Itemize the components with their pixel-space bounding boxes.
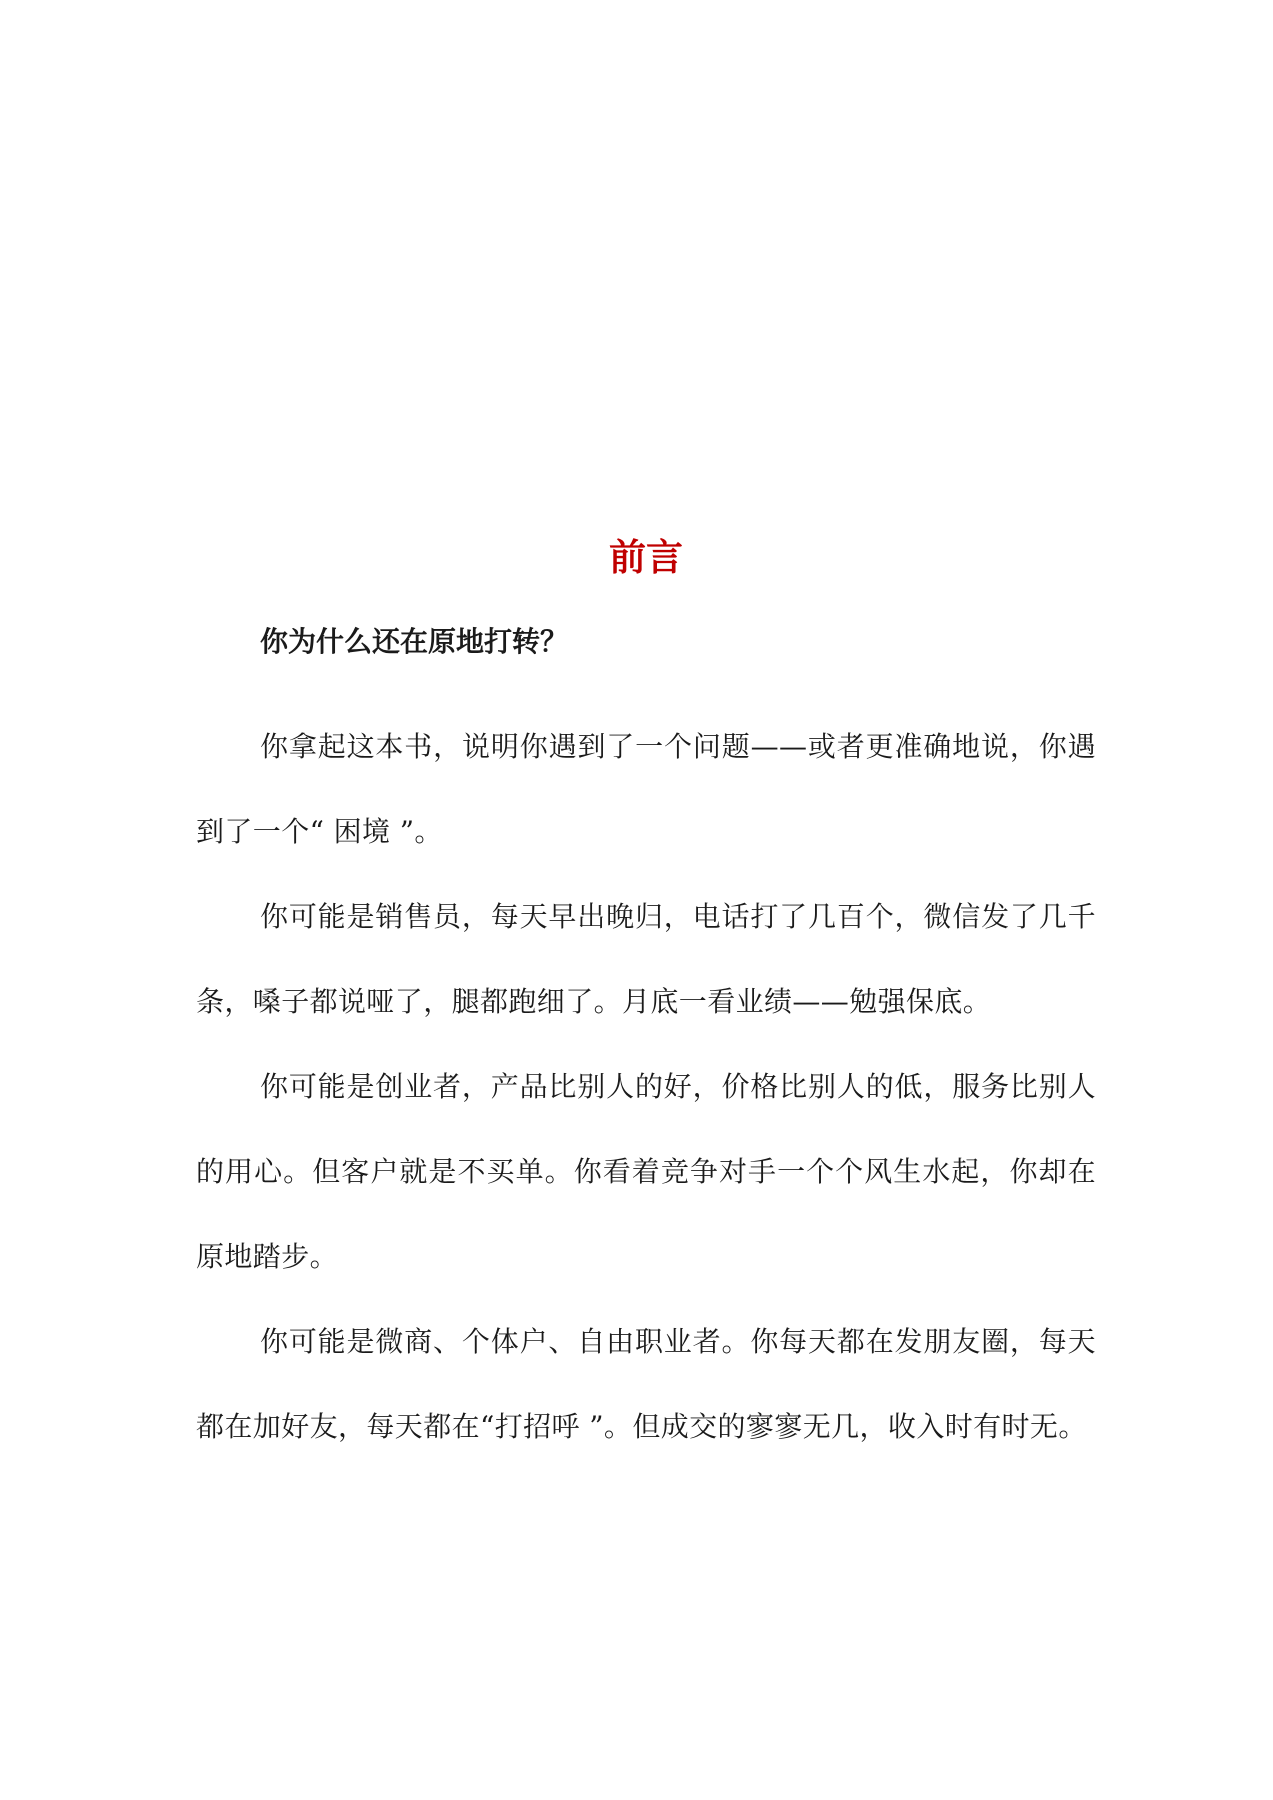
document-body: [196, 528, 1096, 1469]
paragraph-1: 你拿起这本书，说明你遇到了一个问题——或者更准确地说，你遇到了一个“ 困境 ”。: [196, 730, 1096, 848]
page-title: 前言: [609, 535, 683, 579]
paragraph-3: 你可能是创业者，产品比别人的好，价格比别人的低，服务比别人的用心。但客户就是不买单。你看着竞争对手一个个风生水起，你却在原地踏步。: [196, 1070, 1096, 1273]
paragraph-2: 你可能是销售员，每天早出晚归，电话打了几百个，微信发了几千条，嗓子都说哑了，腿都跑细了。月底一看业绩——勉强保底。: [196, 900, 1096, 1018]
paragraph-4: 你可能是微商、个体户、自由职业者。你每天都在发朋友圈，每天都在加好友，每天都在“打招呼 ”。但成交的寥寥无几，收入时有时无。: [196, 1325, 1096, 1443]
section-heading: 你为什么还在原地打转？: [260, 625, 569, 658]
